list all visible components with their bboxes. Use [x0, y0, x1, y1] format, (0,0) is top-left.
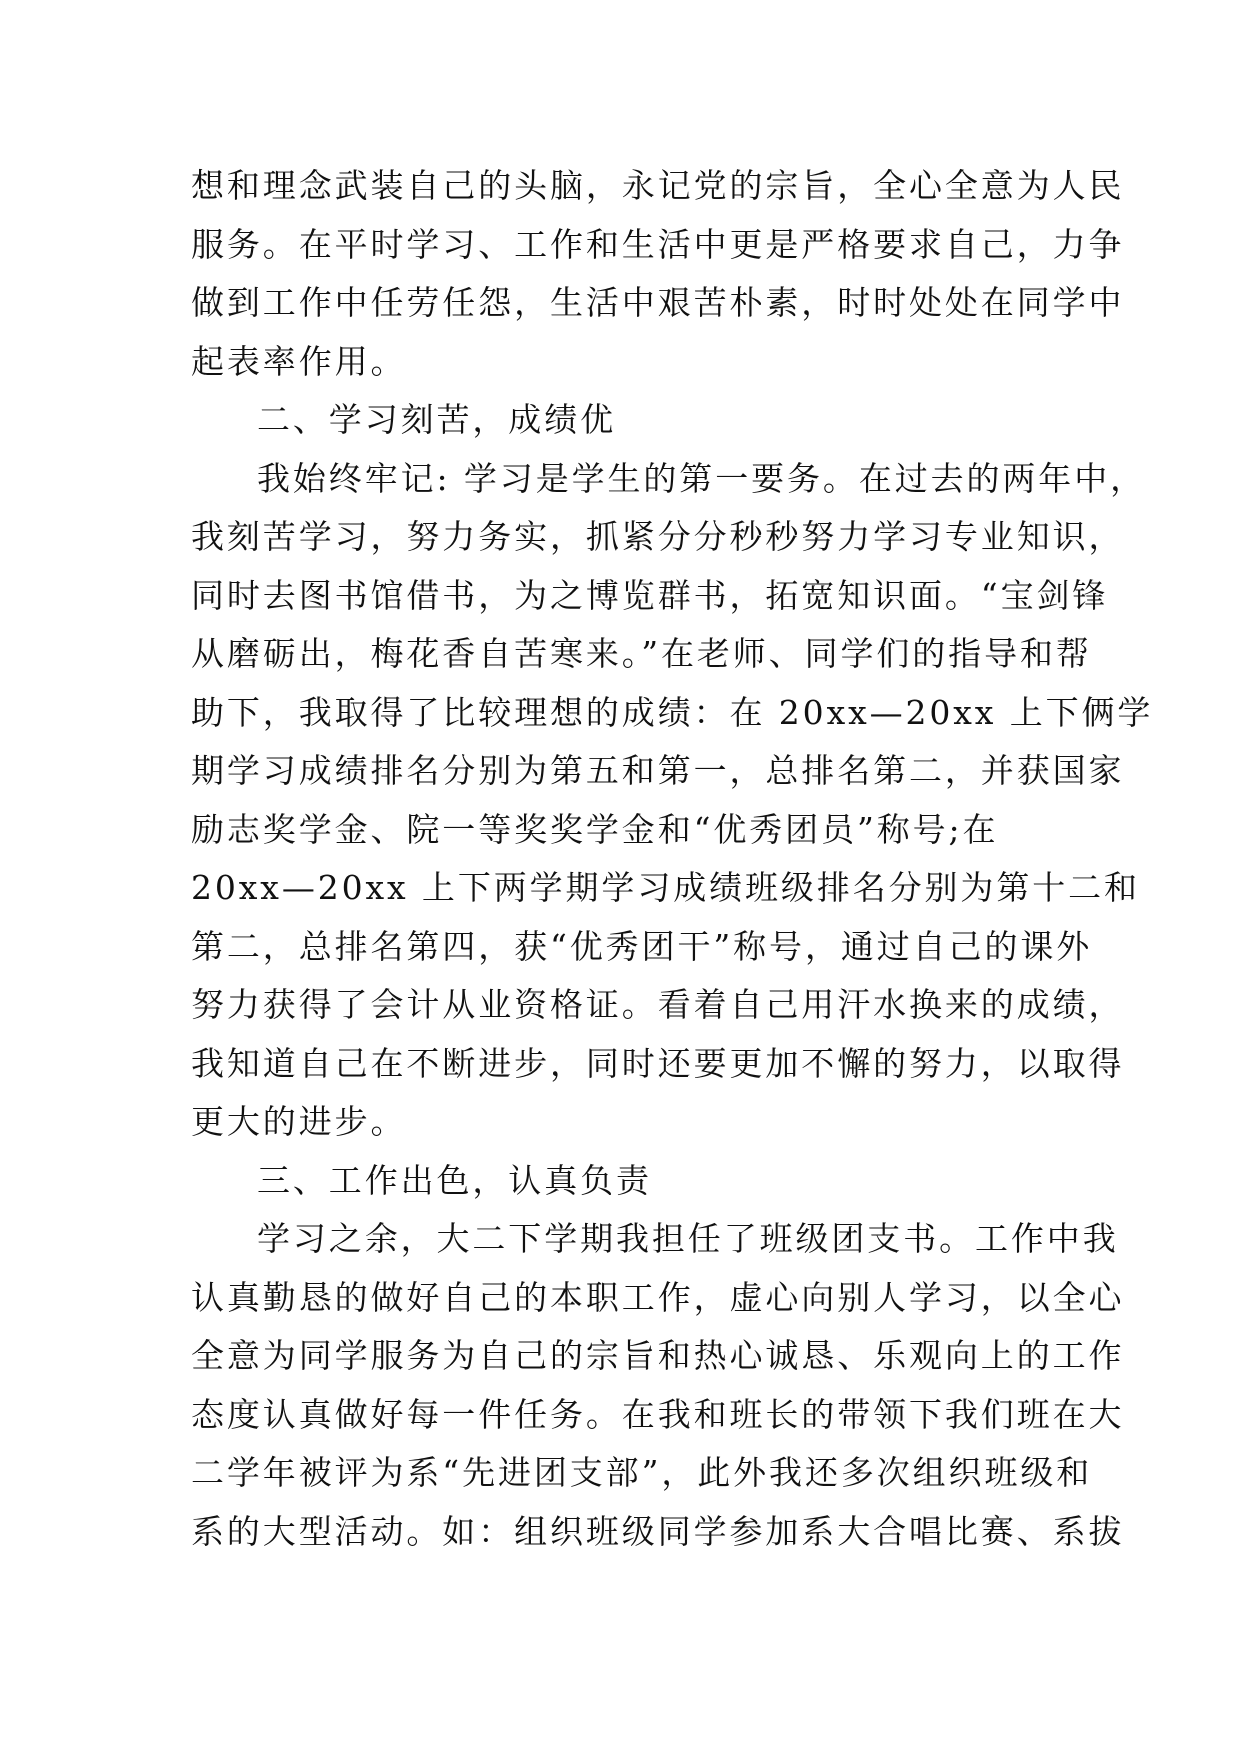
section-heading: 三、工作出色，认真负责: [257, 1160, 652, 1200]
document-body: [191, 157, 1154, 1561]
text-line: 全意为同学服务为自己的宗旨和热心诚恳、乐观向上的工作: [191, 1336, 1125, 1375]
text-line: 二学年被评为系“先进团支部”，此外我还多次组织班级和: [191, 1453, 1093, 1492]
text-line: 想和理念武装自己的头脑，永记党的宗旨，全心全意为人民: [191, 166, 1125, 205]
text-line: 更大的进步。: [191, 1102, 407, 1141]
text-line: 服务。在平时学习、工作和生活中更是严格要求自己，力争: [191, 224, 1125, 264]
text-line: 20xx—20xx 上下两学期学习成绩班级排名分别为第十二和: [191, 868, 1140, 907]
text-line: 我知道自己在不断进步，同时还要更加不懈的努力，以取得: [191, 1043, 1125, 1083]
text-line: 第二，总排名第四，获“优秀团干”称号，通过自己的课外: [191, 926, 1093, 966]
text-line: 努力获得了会计从业资格证。看着自己用汗水换来的成绩，: [191, 985, 1125, 1024]
paragraph-start-line: 学习之余，大二下学期我担任了班级团支书。工作中我: [257, 1219, 1119, 1258]
text-line: 我刻苦学习，努力务实，抓紧分分秒秒努力学习专业知识，: [191, 517, 1125, 556]
text-line: 期学习成绩排名分别为第五和第一，总排名第二，并获国家: [191, 751, 1125, 790]
section-heading: 二、学习刻苦，成绩优: [257, 400, 616, 439]
text-line: 从磨砺出，梅花香自苦寒来。”在老师、同学们的指导和帮: [191, 634, 1092, 673]
paragraph-start-line: 我始终牢记: 学习是学生的第一要务。在过去的两年中，: [257, 458, 1147, 498]
text-line: 同时去图书馆借书，为之博览群书，拓宽知识面。“宝剑锋: [191, 575, 1109, 615]
text-line: 做到工作中任劳任怨，生活中艰苦朴素，时时处处在同学中: [191, 283, 1125, 322]
text-line: 认真勤恳的做好自己的本职工作，虚心向别人学习，以全心: [191, 1277, 1125, 1317]
text-line: 态度认真做好每一件任务。在我和班长的带领下我们班在大: [191, 1394, 1125, 1434]
text-line: 系的大型活动。如：组织班级同学参加系大合唱比赛、系拔: [191, 1511, 1125, 1551]
text-line: 励志奖学金、院一等奖奖学金和“优秀团员”称号;在: [191, 809, 999, 849]
text-line: 起表率作用。: [191, 341, 407, 381]
text-line: 助下，我取得了比较理想的成绩：在 20xx—20xx 上下俩学: [191, 692, 1154, 732]
